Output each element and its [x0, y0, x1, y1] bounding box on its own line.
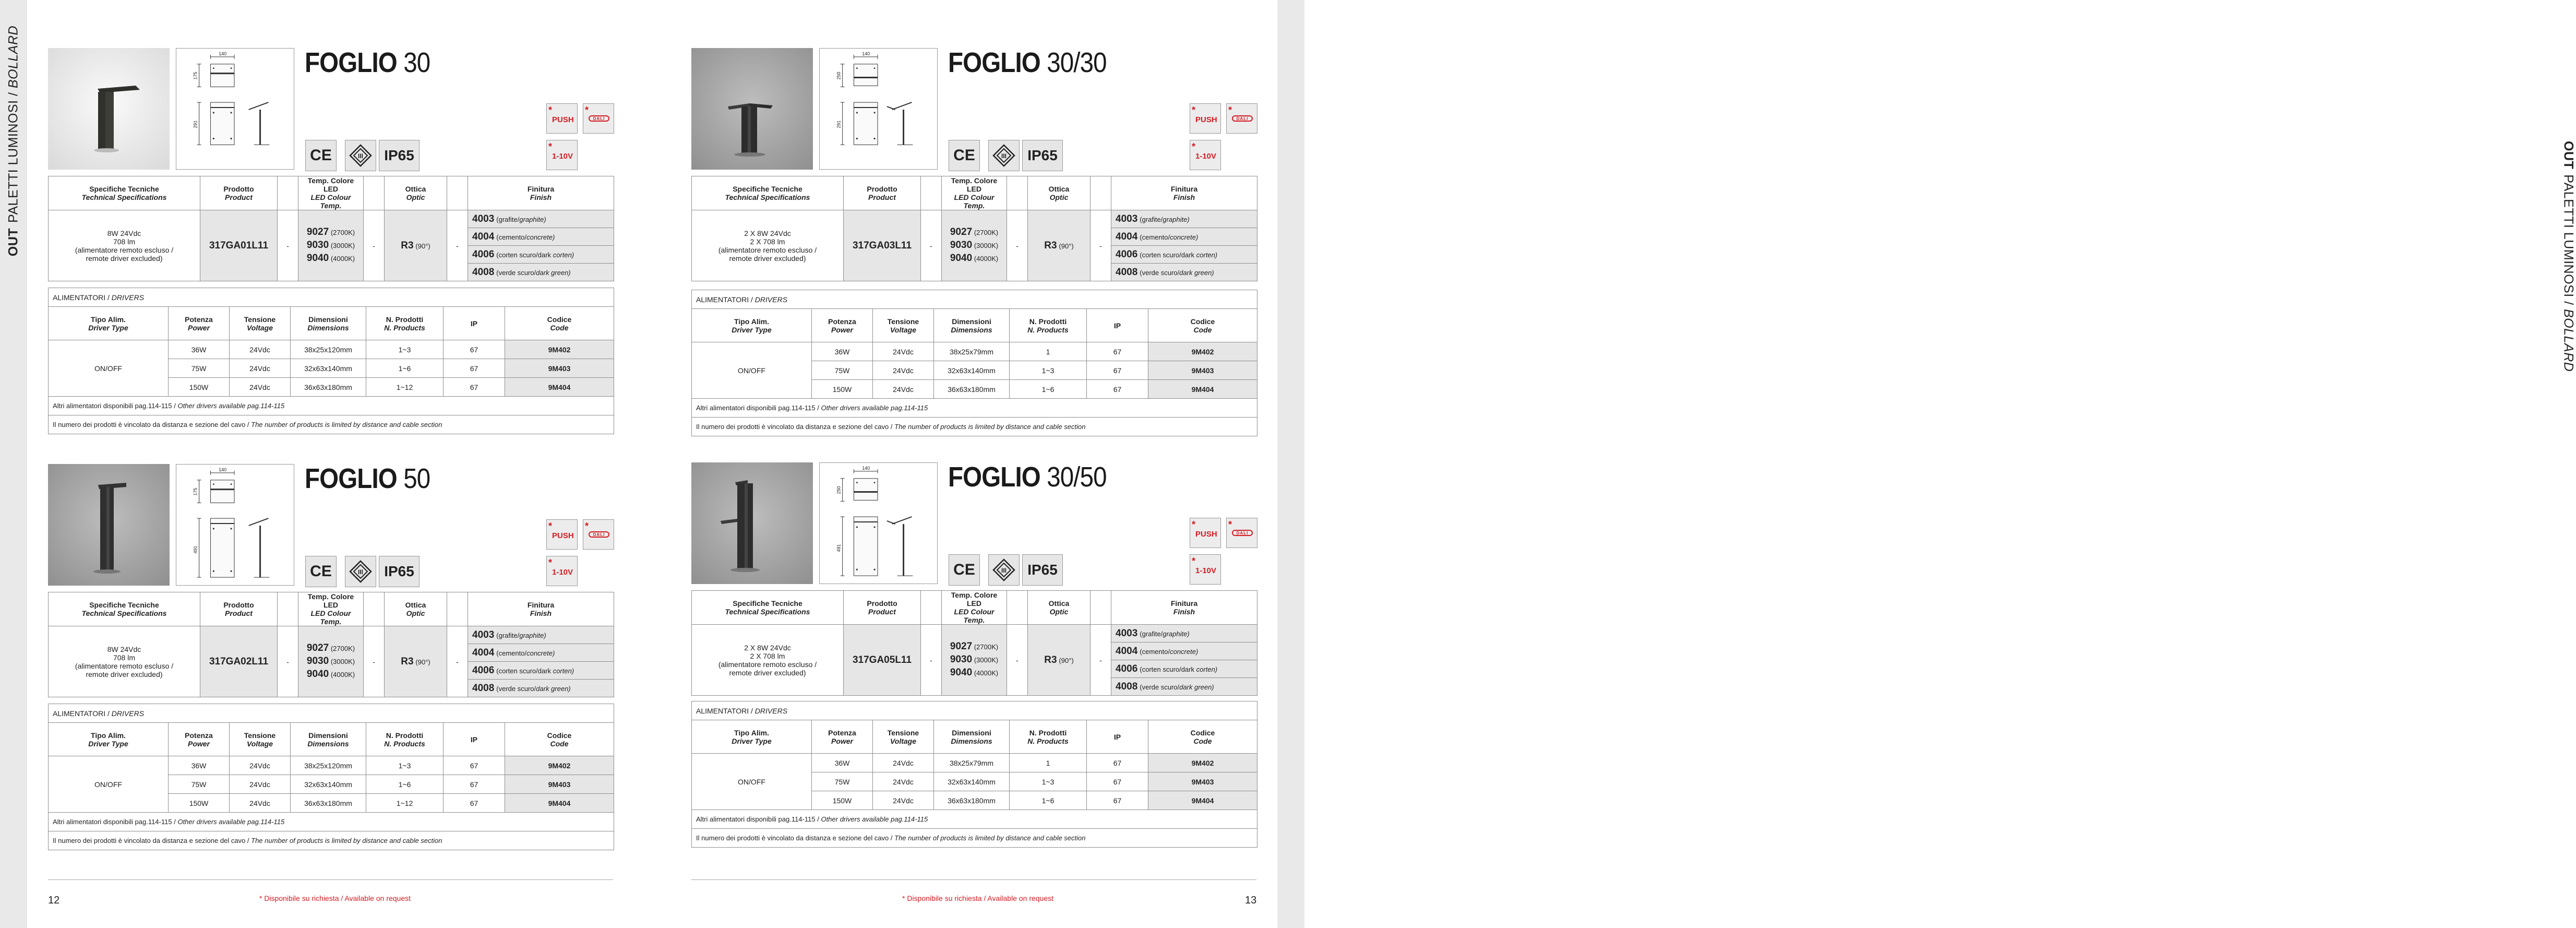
- table-cell: 67: [1087, 754, 1148, 772]
- drivers-note-pages: Altri alimentatori disponibili pag.114-115 / Other drivers available pag.114-115: [692, 399, 1257, 418]
- ce-mark-icon: CE: [949, 554, 980, 586]
- nproducts-header: N. Prodotti N. Products: [366, 307, 444, 340]
- driver-code: 9M404: [1148, 791, 1257, 810]
- table-cell: 75W: [812, 772, 873, 791]
- finish-header: Finitura Finish: [1111, 176, 1257, 210]
- svg-text:140: 140: [219, 51, 227, 56]
- table-cell: 67: [1087, 361, 1148, 380]
- ip-header: IP: [1087, 309, 1148, 342]
- product-code: 317GA05L11: [844, 625, 921, 696]
- table-cell: 38x25x120mm: [291, 340, 366, 359]
- table-cell: 67: [1087, 380, 1148, 399]
- finish-option: 4008 (verde scuro/dark green): [1111, 264, 1257, 281]
- ip-header: IP: [444, 307, 505, 340]
- finish-option: 4003 (grafite/graphite): [1111, 625, 1257, 643]
- table-cell: 67: [444, 775, 505, 794]
- table-cell: 36x63x180mm: [291, 378, 366, 397]
- svg-text:140: 140: [219, 467, 227, 472]
- separator: -: [447, 626, 468, 697]
- technical-spec-table: [691, 590, 1257, 696]
- technical-spec-table: [691, 176, 1257, 281]
- power-header: Potenza Power: [812, 309, 873, 342]
- footer-rule-right: [691, 879, 1256, 880]
- power-header: Potenza Power: [169, 723, 230, 756]
- class-iii-icon: [988, 554, 1020, 586]
- finish-header: Finitura Finish: [468, 592, 614, 626]
- finish-option: 4008 (verde scuro/dark green): [468, 264, 614, 281]
- svg-text:250: 250: [836, 72, 842, 80]
- table-cell: 24Vdc: [230, 794, 291, 813]
- drivers-note-cable: Il numero dei prodotti è vincolato da distanza e sezione del cavo / The number of products is limited by distance and cable section: [692, 829, 1257, 848]
- dali-logo-icon: DALI: [1232, 530, 1253, 536]
- table-cell: 36x63x180mm: [934, 791, 1010, 810]
- driver-type: ON/OFF: [49, 756, 169, 813]
- driver-row: [692, 342, 1257, 361]
- drivers-note-pages: Altri alimentatori disponibili pag.114-115 / Other drivers available pag.114-115: [49, 397, 614, 415]
- technical-drawing: [819, 462, 938, 584]
- optic-value: R3 (90°): [385, 210, 447, 281]
- table-cell: 32x63x140mm: [934, 772, 1010, 791]
- ce-mark-icon: CE: [305, 556, 337, 587]
- voltage-header: Tensione Voltage: [230, 723, 291, 756]
- table-cell: 24Vdc: [873, 380, 934, 399]
- table-cell: 1~6: [366, 359, 444, 378]
- driver-row: [692, 754, 1257, 772]
- svg-text:III: III: [1001, 567, 1007, 574]
- table-cell: 38x25x120mm: [291, 756, 366, 775]
- table-cell: 67: [444, 794, 505, 813]
- driver-code: 9M402: [505, 340, 614, 359]
- product-block-1: [691, 48, 1257, 434]
- table-cell: 1~6: [366, 775, 444, 794]
- product-title: FOGLIO 30/30: [948, 47, 1107, 78]
- finish-option: 4006 (corten scuro/dark corten): [1111, 660, 1257, 678]
- separator: -: [1091, 625, 1111, 696]
- spec-header: Specifiche Tecniche Technical Specifications: [692, 176, 844, 210]
- finish-option: 4004 (cemento/concrete): [1111, 643, 1257, 660]
- page-number-left: 12: [48, 895, 60, 906]
- product-header: Prodotto Product: [844, 591, 921, 625]
- class-iii-icon: [345, 556, 376, 587]
- driver-code: 9M404: [505, 794, 614, 813]
- table-cell: 1~12: [366, 794, 444, 813]
- drivers-table: [48, 704, 614, 850]
- code-header: Codice Code: [1148, 720, 1257, 754]
- table-cell: 36W: [169, 340, 230, 359]
- drivers-note-cable: Il numero dei prodotti è vincolato da distanza e sezione del cavo / The number of products is limited by distance and cable section: [49, 831, 614, 850]
- spec-description: 8W 24Vdc 708 lm (alimentatore remoto escluso / remote driver excluded): [49, 626, 200, 697]
- table-cell: 150W: [169, 794, 230, 813]
- table-cell: 1: [1010, 342, 1087, 361]
- class-iii-icon: [345, 140, 376, 171]
- push-option: * PUSH: [1190, 518, 1221, 548]
- finish-option: 4008 (verde scuro/dark green): [1111, 678, 1257, 696]
- spec-header: Specifiche Tecniche Technical Specifications: [692, 591, 844, 625]
- dimensions-header: Dimensioni Dimensions: [291, 307, 366, 340]
- colour-temps: 9027 (2700K) 9030 (3000K) 9040 (4000K): [942, 625, 1007, 696]
- table-cell: 67: [1087, 772, 1148, 791]
- table-cell: 75W: [169, 775, 230, 794]
- driver-code: 9M403: [505, 775, 614, 794]
- svg-text:491: 491: [193, 545, 198, 554]
- table-cell: 1~3: [1010, 361, 1087, 380]
- product-code: 317GA01L11: [200, 210, 278, 281]
- dim-1-10v-option: * 1-10V: [1190, 140, 1221, 170]
- finish-header: Finitura Finish: [1111, 591, 1257, 625]
- spec-description: 2 X 8W 24Vdc 2 X 708 lm (alimentatore remoto escluso / remote driver excluded): [692, 625, 844, 696]
- product-code: 317GA02L11: [200, 626, 278, 697]
- table-cell: 24Vdc: [230, 378, 291, 397]
- table-cell: [921, 176, 942, 210]
- power-header: Potenza Power: [169, 307, 230, 340]
- driver-code: 9M402: [505, 756, 614, 775]
- spec-header: Specifiche Tecniche Technical Specifications: [49, 592, 200, 626]
- driver-type: ON/OFF: [692, 342, 812, 399]
- drivers-note-cable: Il numero dei prodotti è vincolato da distanza e sezione del cavo / The number of products is limited by distance and cable section: [692, 418, 1257, 436]
- table-cell: 24Vdc: [873, 342, 934, 361]
- table-cell: 1~3: [366, 340, 444, 359]
- colour-temps: 9027 (2700K) 9030 (3000K) 9040 (4000K): [298, 626, 364, 697]
- table-cell: 67: [444, 340, 505, 359]
- push-option: * PUSH: [546, 103, 578, 134]
- product-photo: [691, 462, 813, 584]
- table-cell: 75W: [812, 361, 873, 380]
- driver-code: 9M402: [1148, 342, 1257, 361]
- dimensions-header: Dimensioni Dimensions: [934, 309, 1010, 342]
- table-cell: 32x63x140mm: [934, 361, 1010, 380]
- table-cell: 67: [1087, 791, 1148, 810]
- driver-code: 9M403: [1148, 772, 1257, 791]
- nproducts-header: N. Prodotti N. Products: [1010, 720, 1087, 754]
- ip65-badge: IP65: [1022, 140, 1063, 171]
- nproducts-header: N. Prodotti N. Products: [1010, 309, 1087, 342]
- technical-spec-table: [48, 176, 614, 281]
- technical-drawing: [819, 48, 938, 170]
- table-cell: 1~3: [1010, 772, 1087, 791]
- table-cell: 24Vdc: [230, 359, 291, 378]
- product-header: Prodotto Product: [844, 176, 921, 210]
- spec-description: 8W 24Vdc 708 lm (alimentatore remoto escluso / remote driver excluded): [49, 210, 200, 281]
- right-sidebar: OUTPALETTI LUMINOSI / BOLLARD: [1277, 0, 1304, 928]
- table-cell: [278, 176, 298, 210]
- colour-temps: 9027 (2700K) 9030 (3000K) 9040 (4000K): [942, 210, 1007, 281]
- technical-drawing: [176, 48, 294, 170]
- table-cell: [1091, 176, 1111, 210]
- finish-header: Finitura Finish: [468, 176, 614, 210]
- optic-header: Ottica Optic: [385, 592, 447, 626]
- technical-spec-table: [48, 592, 614, 697]
- svg-text:III: III: [357, 568, 364, 576]
- table-cell: 1: [1010, 754, 1087, 772]
- table-cell: 67: [444, 756, 505, 775]
- sidebar-label-left: OUTPALETTI LUMINOSI / BOLLARD: [6, 25, 21, 257]
- finish-option: 4006 (corten scuro/dark corten): [1111, 246, 1257, 264]
- table-cell: [1007, 591, 1028, 625]
- table-cell: [1007, 176, 1028, 210]
- power-header: Potenza Power: [812, 720, 873, 754]
- temp-header: Temp. Colore LED LED Colour Temp.: [942, 176, 1007, 210]
- svg-text:III: III: [357, 152, 364, 160]
- dim-1-10v-option: * 1-10V: [546, 140, 578, 170]
- product-photo: [48, 464, 170, 586]
- table-cell: 36x63x180mm: [291, 794, 366, 813]
- table-cell: 38x25x79mm: [934, 342, 1010, 361]
- driver-code: 9M404: [505, 378, 614, 397]
- voltage-header: Tensione Voltage: [873, 309, 934, 342]
- product-block-2: [48, 464, 614, 850]
- product-header: Prodotto Product: [200, 592, 278, 626]
- svg-text:491: 491: [836, 544, 842, 552]
- separator: -: [364, 626, 385, 697]
- separator: -: [921, 210, 942, 281]
- temp-header: Temp. Colore LED LED Colour Temp.: [298, 592, 364, 626]
- table-cell: 67: [1087, 342, 1148, 361]
- dali-option: * DALI: [583, 103, 614, 134]
- separator: -: [278, 626, 298, 697]
- separator: -: [278, 210, 298, 281]
- optic-value: R3 (90°): [1028, 625, 1091, 696]
- table-cell: [1091, 591, 1111, 625]
- table-cell: 1~6: [1010, 791, 1087, 810]
- availability-note-left: * Disponibile su richiesta / Available on request: [259, 894, 411, 902]
- product-photo: [691, 48, 813, 170]
- driver-type: ON/OFF: [692, 754, 812, 810]
- drivers-title: ALIMENTATORI / DRIVERS: [692, 701, 1257, 720]
- dim-1-10v-option: * 1-10V: [546, 556, 578, 586]
- dimensions-header: Dimensioni Dimensions: [291, 723, 366, 756]
- driver-type: ON/OFF: [49, 340, 169, 397]
- driver-code: 9M404: [1148, 380, 1257, 399]
- table-cell: 75W: [169, 359, 230, 378]
- table-cell: 38x25x79mm: [934, 754, 1010, 772]
- table-cell: 1~12: [366, 378, 444, 397]
- ip65-badge: IP65: [379, 556, 420, 587]
- ip65-badge: IP65: [1022, 554, 1063, 586]
- table-cell: 150W: [812, 380, 873, 399]
- table-cell: 67: [444, 378, 505, 397]
- spec-description: 2 X 8W 24Vdc 2 X 708 lm (alimentatore remoto escluso / remote driver excluded): [692, 210, 844, 281]
- voltage-header: Tensione Voltage: [230, 307, 291, 340]
- optic-value: R3 (90°): [1028, 210, 1091, 281]
- driver-code: 9M403: [1148, 361, 1257, 380]
- table-cell: 24Vdc: [873, 791, 934, 810]
- finish-option: 4003 (grafite/graphite): [468, 210, 614, 228]
- product-header: Prodotto Product: [200, 176, 278, 210]
- technical-drawing: [176, 464, 294, 586]
- temp-header: Temp. Colore LED LED Colour Temp.: [298, 176, 364, 210]
- dim-1-10v-option: * 1-10V: [1190, 554, 1221, 585]
- left-sidebar: [0, 0, 27, 928]
- svg-text:291: 291: [193, 120, 198, 128]
- driver-row: [49, 340, 614, 359]
- ip65-badge: IP65: [379, 140, 420, 171]
- ip-header: IP: [1087, 720, 1148, 754]
- driver-type-header: Tipo Alim. Driver Type: [692, 720, 812, 754]
- availability-note-right: * Disponibile su richiesta / Available on request: [902, 894, 1054, 902]
- finish-option: 4006 (corten scuro/dark corten): [468, 246, 614, 264]
- dali-option: * DALI: [1226, 103, 1257, 134]
- dimensions-header: Dimensioni Dimensions: [934, 720, 1010, 754]
- table-cell: [921, 591, 942, 625]
- svg-text:175: 175: [193, 72, 198, 80]
- drivers-table: [691, 290, 1257, 436]
- table-cell: 67: [444, 359, 505, 378]
- table-cell: 150W: [169, 378, 230, 397]
- svg-text:III: III: [1001, 152, 1007, 160]
- finish-option: 4004 (cemento/concrete): [1111, 228, 1257, 246]
- table-cell: 24Vdc: [230, 756, 291, 775]
- spec-header: Specifiche Tecniche Technical Specifications: [49, 176, 200, 210]
- drivers-note-pages: Altri alimentatori disponibili pag.114-115 / Other drivers available pag.114-115: [49, 813, 614, 831]
- dali-logo-icon: DALI: [589, 115, 609, 122]
- table-cell: [447, 592, 468, 626]
- page-number-right: 13: [1245, 895, 1257, 906]
- push-option: * PUSH: [1190, 103, 1221, 134]
- separator: -: [1091, 210, 1111, 281]
- dali-option: * DALI: [583, 519, 614, 550]
- separator: -: [1007, 625, 1028, 696]
- product-block-0: [48, 48, 614, 434]
- colour-temps: 9027 (2700K) 9030 (3000K) 9040 (4000K): [298, 210, 364, 281]
- driver-code: 9M403: [505, 359, 614, 378]
- svg-text:175: 175: [193, 487, 198, 496]
- svg-text:250: 250: [836, 486, 842, 494]
- table-cell: 150W: [812, 791, 873, 810]
- drivers-title: ALIMENTATORI / DRIVERS: [49, 288, 614, 307]
- code-header: Codice Code: [505, 723, 614, 756]
- separator: -: [1007, 210, 1028, 281]
- table-cell: 36W: [812, 342, 873, 361]
- dali-logo-icon: DALI: [589, 531, 609, 538]
- finish-option: 4003 (grafite/graphite): [468, 626, 614, 644]
- finish-option: 4008 (verde scuro/dark green): [468, 680, 614, 697]
- voltage-header: Tensione Voltage: [873, 720, 934, 754]
- product-block-3: [691, 462, 1257, 849]
- separator: -: [921, 625, 942, 696]
- table-cell: 36W: [812, 754, 873, 772]
- drivers-note-pages: Altri alimentatori disponibili pag.114-115 / Other drivers available pag.114-115: [692, 810, 1257, 829]
- product-title: FOGLIO 30/50: [948, 461, 1107, 493]
- driver-type-header: Tipo Alim. Driver Type: [49, 723, 169, 756]
- drivers-table: [691, 701, 1257, 848]
- product-code: 317GA03L11: [844, 210, 921, 281]
- temp-header: Temp. Colore LED LED Colour Temp.: [942, 591, 1007, 625]
- optic-value: R3 (90°): [385, 626, 447, 697]
- product-title: FOGLIO 50: [305, 463, 430, 494]
- optic-header: Ottica Optic: [1028, 176, 1091, 210]
- table-cell: [364, 592, 385, 626]
- separator: -: [447, 210, 468, 281]
- ip-header: IP: [444, 723, 505, 756]
- table-cell: [364, 176, 385, 210]
- dali-option: * DALI: [1226, 518, 1257, 548]
- ce-mark-icon: CE: [949, 140, 980, 171]
- nproducts-header: N. Prodotti N. Products: [366, 723, 444, 756]
- product-photo: [48, 48, 170, 170]
- driver-code: 9M402: [1148, 754, 1257, 772]
- finish-option: 4003 (grafite/graphite): [1111, 210, 1257, 228]
- table-cell: 32x63x140mm: [291, 359, 366, 378]
- svg-text:291: 291: [836, 120, 842, 128]
- table-cell: 1~6: [1010, 380, 1087, 399]
- ce-mark-icon: CE: [305, 140, 337, 171]
- driver-type-header: Tipo Alim. Driver Type: [692, 309, 812, 342]
- table-cell: 36W: [169, 756, 230, 775]
- dali-logo-icon: DALI: [1232, 115, 1253, 122]
- table-cell: 32x63x140mm: [291, 775, 366, 794]
- table-cell: 24Vdc: [873, 361, 934, 380]
- svg-text:140: 140: [862, 51, 870, 56]
- table-cell: 24Vdc: [873, 754, 934, 772]
- drivers-note-cable: Il numero dei prodotti è vincolato da distanza e sezione del cavo / The number of products is limited by distance and cable section: [49, 415, 614, 434]
- driver-type-header: Tipo Alim. Driver Type: [49, 307, 169, 340]
- drivers-title: ALIMENTATORI / DRIVERS: [49, 704, 614, 723]
- push-option: * PUSH: [546, 519, 578, 550]
- table-cell: 24Vdc: [873, 772, 934, 791]
- code-header: Codice Code: [505, 307, 614, 340]
- footer-rule-left: [48, 879, 613, 880]
- drivers-table: [48, 288, 614, 434]
- drivers-title: ALIMENTATORI / DRIVERS: [692, 290, 1257, 309]
- table-cell: 1~3: [366, 756, 444, 775]
- table-cell: [278, 592, 298, 626]
- product-title: FOGLIO 30: [305, 47, 430, 78]
- svg-text:140: 140: [862, 465, 870, 471]
- separator: -: [364, 210, 385, 281]
- table-cell: 36x63x180mm: [934, 380, 1010, 399]
- finish-option: 4004 (cemento/concrete): [468, 644, 614, 662]
- class-iii-icon: [988, 140, 1020, 171]
- code-header: Codice Code: [1148, 309, 1257, 342]
- finish-option: 4004 (cemento/concrete): [468, 228, 614, 246]
- table-cell: [447, 176, 468, 210]
- table-cell: 24Vdc: [230, 340, 291, 359]
- driver-row: [49, 756, 614, 775]
- finish-option: 4006 (corten scuro/dark corten): [468, 662, 614, 680]
- table-cell: 24Vdc: [230, 775, 291, 794]
- optic-header: Ottica Optic: [1028, 591, 1091, 625]
- optic-header: Ottica Optic: [385, 176, 447, 210]
